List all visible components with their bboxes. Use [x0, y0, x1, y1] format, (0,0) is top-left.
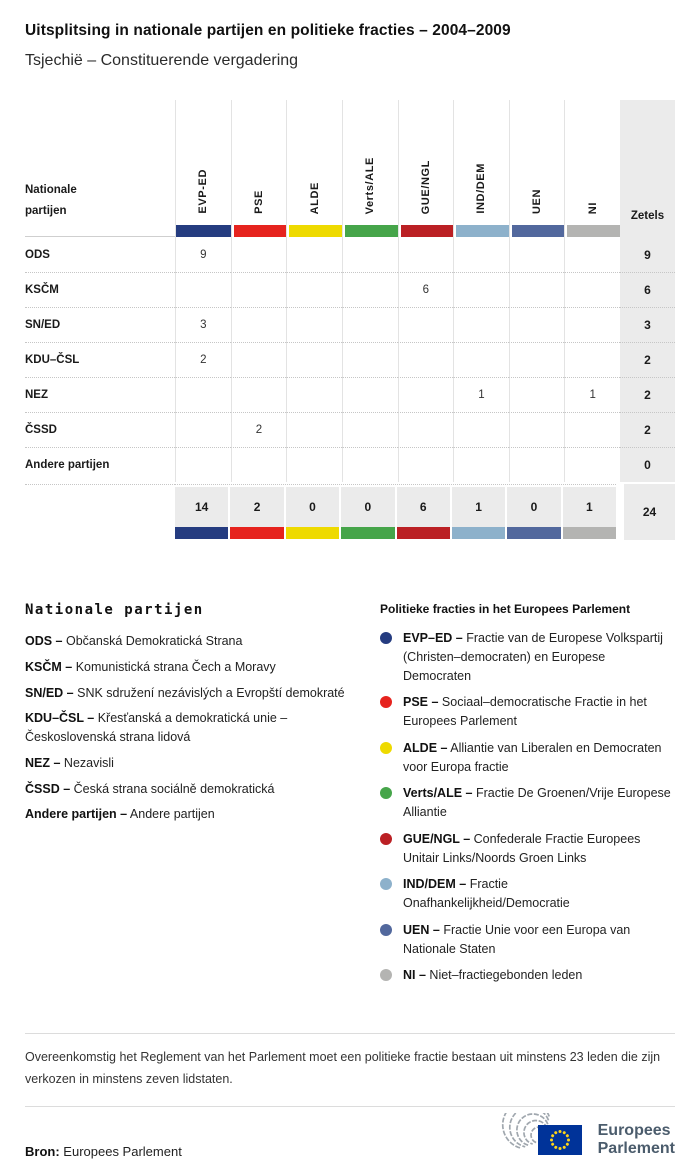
seat-cell: 2: [231, 412, 287, 447]
seat-cell: [286, 307, 342, 342]
column-header-pse: [231, 100, 287, 237]
seat-cell: [342, 307, 398, 342]
seat-cell: [231, 307, 287, 342]
total-cell: 1: [561, 487, 616, 527]
table-row-andere: [25, 447, 675, 482]
column-header-evp-ed: [175, 100, 231, 237]
group-color-dot: [380, 696, 392, 708]
parliament-hemicycle-icon: [492, 1113, 588, 1167]
group-color-bar: [343, 225, 398, 237]
seat-cell: [564, 307, 620, 342]
legend-item: Verts/ALE – Fractie De Groenen/Vrije Europese Alliantie: [380, 784, 675, 822]
group-color-bar: [454, 225, 509, 237]
seat-cell: [453, 412, 509, 447]
footer: [25, 1107, 675, 1173]
legend-item: ČSSD – Česká strana sociálně demokratická: [25, 781, 275, 796]
party-name: KSČM: [25, 272, 175, 307]
seat-cell: [509, 412, 565, 447]
seat-cell: [231, 237, 287, 272]
seats-total-cell: 0: [620, 447, 675, 482]
group-color-dot: [380, 787, 392, 799]
group-color-dot: [380, 969, 392, 981]
column-header-label: ALDE: [308, 181, 321, 214]
group-color-bar: [339, 527, 394, 539]
total-cell: 14: [175, 487, 228, 527]
seat-cell: [564, 412, 620, 447]
legend-item: PSE – Sociaal–democratische Fractie in het Europees Parlement: [380, 693, 675, 731]
group-color-bar: [176, 225, 231, 237]
party-name: NEZ: [25, 377, 175, 412]
seats-table: [25, 100, 675, 540]
seat-cell: [564, 237, 620, 272]
seat-cell: [398, 307, 454, 342]
seat-cell: [231, 272, 287, 307]
row-header-cell: [25, 100, 175, 237]
total-cell: 0: [339, 487, 394, 527]
seat-cell: [342, 412, 398, 447]
legend-item: KDU–ČSL – Křesťanská a demokratická unie – Československá strana lidová: [25, 711, 288, 744]
table-row-ods: [25, 237, 675, 272]
group-color-bar: [561, 527, 616, 539]
group-color-bar: [510, 225, 565, 237]
legend-item: GUE/NGL – Confederale Fractie Europees Unitair Links/Noords Groen Links: [380, 830, 675, 868]
source-line: [25, 1144, 182, 1159]
seat-cell: [342, 377, 398, 412]
seat-cell: [398, 342, 454, 377]
group-color-bar: [284, 527, 339, 539]
footnote: Overeenkomstig het Reglement van het Parlement moet een politieke fractie bestaan uit minstens 23 leden die zijn verkozen in minstens zeven lidstaten.: [25, 1033, 675, 1107]
table-row-sn-ed: [25, 307, 675, 342]
seat-cell: [398, 237, 454, 272]
group-color-bar: [175, 527, 228, 539]
seat-cell: [453, 237, 509, 272]
seat-cell: [564, 447, 620, 482]
group-header-cells: [175, 100, 620, 237]
column-header-label: EVP-ED: [197, 169, 210, 214]
seat-cell: [453, 307, 509, 342]
legend-item: ALDE – Alliantie van Liberalen en Democraten voor Europa fractie: [380, 739, 675, 777]
seat-cell: [509, 272, 565, 307]
european-parliament-logo: [492, 1113, 675, 1167]
seat-cell: 1: [564, 377, 620, 412]
seat-cell: [398, 447, 454, 482]
seats-total-cell: 2: [620, 342, 675, 377]
seat-cell: [175, 377, 231, 412]
legend-item: NEZ – Nezavisli: [25, 755, 114, 770]
legend-item: ODS – Občanská Demokratická Strana: [25, 634, 243, 648]
column-header-alde: [286, 100, 342, 237]
seat-cell: [286, 237, 342, 272]
column-header-label: NI: [586, 201, 599, 214]
total-cell: 0: [284, 487, 339, 527]
political-groups-legend: [380, 602, 675, 993]
source-value: Europees Parlement: [63, 1143, 182, 1159]
totals-row-label: [25, 484, 175, 540]
table-row-kscm: [25, 272, 675, 307]
grand-total-cell: 24: [624, 484, 675, 540]
national-parties-legend: [25, 602, 380, 993]
column-header-label: GUE/NGL: [419, 159, 432, 214]
group-color-bar: [450, 527, 505, 539]
seat-cell: [286, 342, 342, 377]
column-header-gue-ngl: [398, 100, 454, 237]
table-row-nez: [25, 377, 675, 412]
seat-cell: [342, 237, 398, 272]
legend-item: EVP–ED – Fractie van de Europese Volkspartij (Christen–democraten) en Europese Democraten: [380, 629, 675, 685]
seat-cell: [342, 342, 398, 377]
seat-cell: [342, 272, 398, 307]
seat-cell: [398, 377, 454, 412]
seat-cell: [342, 447, 398, 482]
total-cell: 6: [395, 487, 450, 527]
row-header-label: Nationale partijen: [25, 184, 77, 217]
seats-header-cell: Zetels: [620, 100, 675, 237]
seat-cell: [286, 412, 342, 447]
seat-cell: [231, 447, 287, 482]
group-color-bar: [228, 527, 283, 539]
legend-section: [25, 602, 675, 993]
column-header-ind-dem: [453, 100, 509, 237]
seat-cell: [286, 447, 342, 482]
seat-cell: [286, 272, 342, 307]
seat-cell: [175, 412, 231, 447]
group-color-bar: [565, 225, 620, 237]
group-color-dot: [380, 924, 392, 936]
legend-item: Andere partijen – Andere partijen: [25, 807, 215, 822]
group-color-bar: [232, 225, 287, 237]
legend-item: IND/DEM – Fractie Onafhankelijkheid/Democratie: [380, 875, 675, 913]
party-name: ČSSD: [25, 412, 175, 447]
seat-cell: 1: [453, 377, 509, 412]
seat-cell: [453, 447, 509, 482]
seat-cell: [509, 377, 565, 412]
seat-cell: 6: [398, 272, 454, 307]
legend-heading: Nationale partijen: [25, 602, 204, 618]
legend-item: SN/ED – SNK sdružení nezávislých a Evropští demokraté: [25, 685, 345, 700]
source-label: Bron:: [25, 1143, 60, 1159]
legend-item: UEN – Fractie Unie voor een Europa van Nationale Staten: [380, 921, 675, 959]
column-header-verts-ale: [342, 100, 398, 237]
seat-cell: 3: [175, 307, 231, 342]
party-name: KDU–ČSL: [25, 342, 175, 377]
seat-cell: [286, 377, 342, 412]
totals-row: [25, 484, 675, 540]
seats-total-cell: 2: [620, 412, 675, 447]
group-color-dot: [380, 833, 392, 845]
column-header-uen: [509, 100, 565, 237]
seat-cell: [398, 412, 454, 447]
legend-heading: Politieke fracties in het Europees Parlement: [380, 602, 631, 616]
page-subtitle: Tsjechië – Constituerende vergadering: [25, 52, 299, 69]
seat-cell: 2: [175, 342, 231, 377]
group-color-bar: [505, 527, 560, 539]
legend-item: NI – Niet–fractiegebonden leden: [380, 966, 675, 985]
seats-total-cell: 6: [620, 272, 675, 307]
seat-cell: [453, 342, 509, 377]
legend-item: KSČM – Komunistická strana Čech a Moravy: [25, 659, 276, 674]
seat-cell: [564, 342, 620, 377]
seat-cell: [564, 272, 620, 307]
group-color-dot: [380, 878, 392, 890]
group-color-bar: [287, 225, 342, 237]
seat-cell: [509, 237, 565, 272]
seat-cell: [509, 447, 565, 482]
table-row-kdu-csl: [25, 342, 675, 377]
seat-cell: [453, 272, 509, 307]
seat-cell: [509, 342, 565, 377]
table-row-cssd: [25, 412, 675, 447]
total-cell: 2: [228, 487, 283, 527]
seats-total-cell: 9: [620, 237, 675, 272]
page-title: Uitsplitsing in nationale partijen en politieke fracties – 2004–2009: [25, 22, 511, 39]
seat-cell: [231, 342, 287, 377]
column-header-label: UEN: [531, 188, 544, 214]
group-color-dot: [380, 632, 392, 644]
seat-cell: [231, 377, 287, 412]
column-header-ni: [564, 100, 620, 237]
infographic-page: [0, 22, 700, 1173]
group-color-bar: [395, 527, 450, 539]
column-header-label: Verts/ALE: [364, 156, 377, 214]
party-name: ODS: [25, 248, 50, 261]
total-cell: 0: [505, 487, 560, 527]
column-header-label: PSE: [252, 190, 265, 214]
group-color-dot: [380, 742, 392, 754]
group-color-bar: [399, 225, 454, 237]
seat-cell: [175, 272, 231, 307]
seat-cell: 9: [175, 237, 231, 272]
column-header-label: IND/DEM: [475, 163, 488, 214]
total-cell: 1: [450, 487, 505, 527]
seats-total-cell: 3: [620, 307, 675, 342]
seat-cell: [509, 307, 565, 342]
party-name: SN/ED: [25, 307, 175, 342]
logo-wordmark: Europees Parlement: [597, 1121, 675, 1157]
table-header: [25, 100, 675, 237]
seats-total-cell: 2: [620, 377, 675, 412]
party-name: Andere partijen: [25, 447, 175, 482]
seat-cell: [175, 447, 231, 482]
